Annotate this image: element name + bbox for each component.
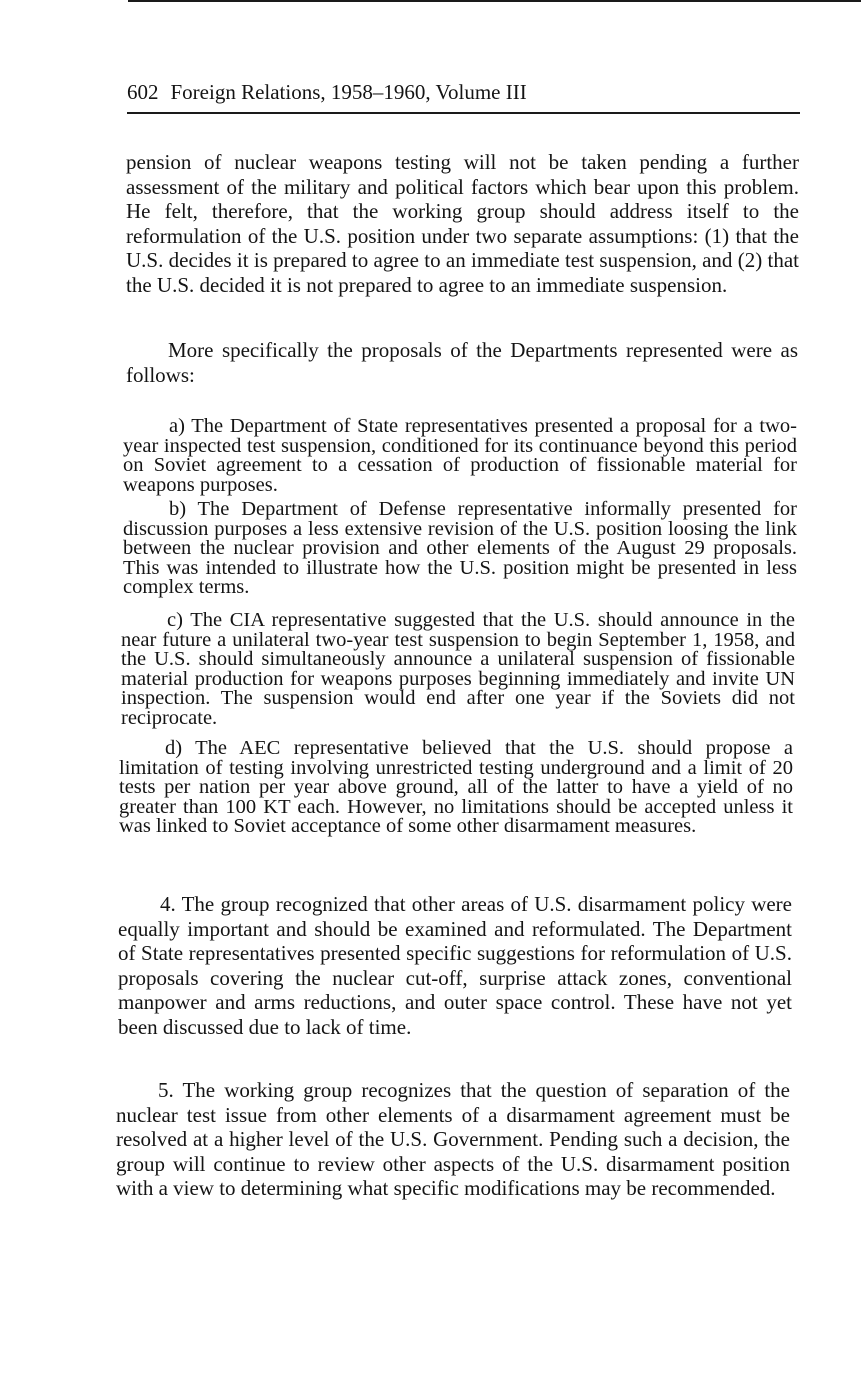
page-number: 602 (127, 80, 159, 104)
header-rule (127, 112, 800, 114)
running-head (127, 78, 799, 106)
paragraph-continuation: pension of nuclear weapons testing will not be taken pending a further assessment of the military and political factors which bear upon this problem. He felt, therefore, that the working group should address itself to the reformulation of the U.S. position under two separate assumptions: (1) that the U.S. decides it is prepared to agree to an immediate test suspension, and (2) that the U.S. decided it is not prepared to agree to an immediate suspension. (126, 150, 799, 297)
running-title: Foreign Relations, 1958–1960, Volume III (170, 80, 527, 104)
top-border-rule (128, 0, 861, 2)
paragraph-5: 5. The working group recognizes that the question of separation of the nuclear test issue from other elements of a disarmament agreement must be resolved at a higher level of the U.S. Government. Pending such a decision, the group will continue to review other aspects of the U.S. disarmament position with a view to determining what specific modifications may be recommended. (116, 1078, 790, 1200)
proposal-item-aec: d) The AEC representative believed that the U.S. should propose a limitation of testing involving unrestricted testing underground and a limit of 20 tests per nation per year above ground, all of the latter to have a yield of no greater than 100 KT each. However, no limitations should be accepted unless it was linked to Soviet acceptance of some other disarmament measures. (119, 737, 793, 837)
proposal-item-state: a) The Department of State representatives presented a proposal for a two-year inspected test suspension, conditioned for its continuance beyond this period on Soviet agreement to a cessation of production of fissionable material for weapons purposes. (123, 415, 797, 496)
proposal-item-cia: c) The CIA representative suggested that the U.S. should announce in the near future a unilateral two-year test suspension to begin September 1, 1958, and the U.S. should simultaneously announce a unilateral suspension of fissionable material production for weapons purposes beginning immediately and invite UN inspection. The suspension would end after one year if the Soviets did not reciprocate. (121, 609, 795, 729)
paragraph-proposals-intro: More specifically the proposals of the Departments represented were as follows: (126, 338, 798, 387)
proposal-item-defense: b) The Department of Defense representative informally presented for discussion purposes a less extensive revision of the U.S. position loosing the link between the nuclear provision and other elements of the August 29 proposals. This was intended to illustrate how the U.S. position might be presented in less complex terms. (123, 498, 797, 598)
paragraph-4: 4. The group recognized that other areas of U.S. disarmament policy were equally important and should be examined and reformulated. The Department of State representatives presented specific suggestions for reformulation of U.S. proposals covering the nuclear cut-off, surprise attack zones, conventional manpower and arms reductions, and outer space control. These have not yet been discussed due to lack of time. (118, 892, 792, 1039)
